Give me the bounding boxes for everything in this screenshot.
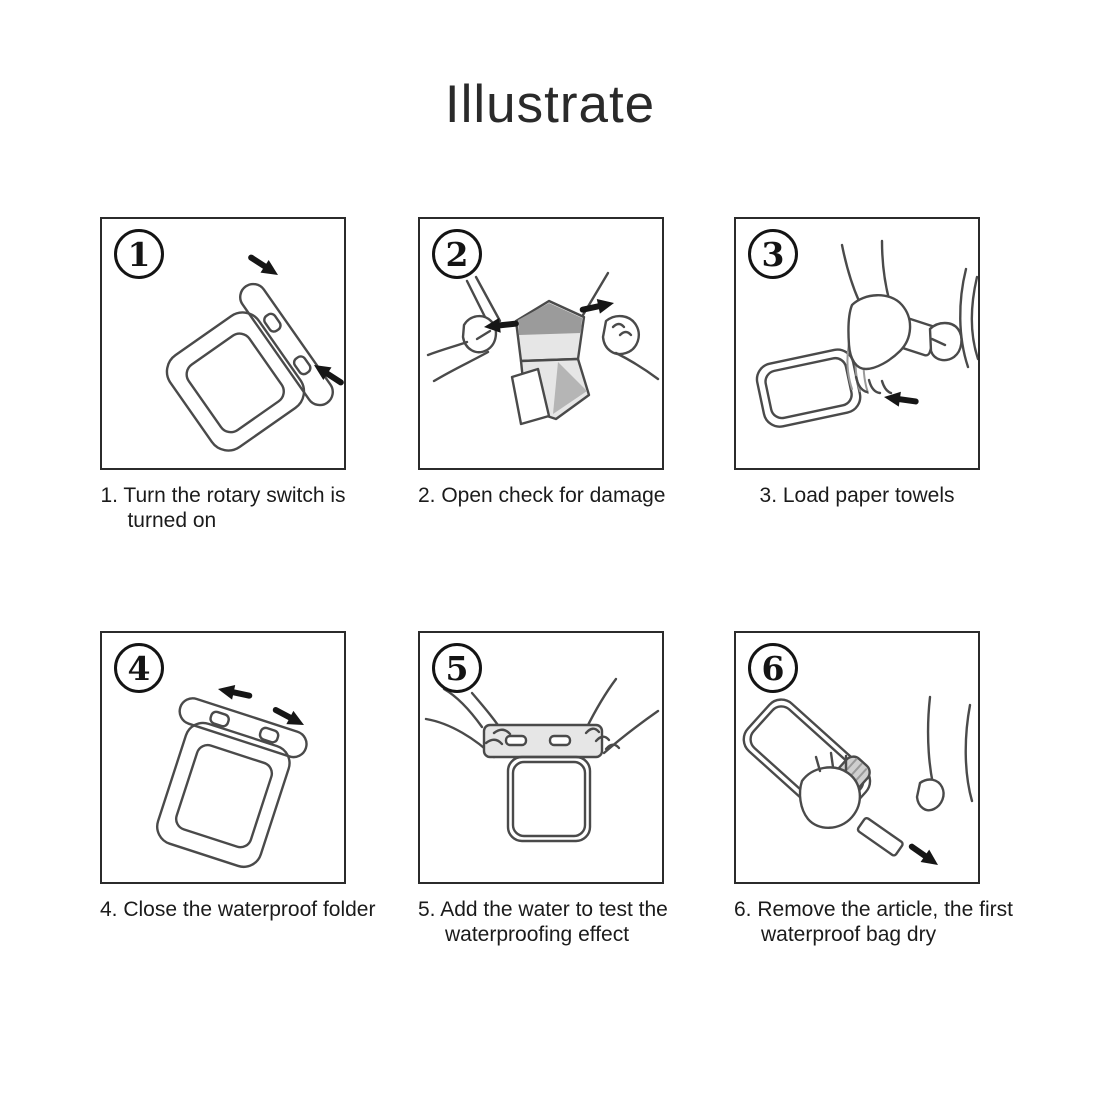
- step-number-badge: [432, 643, 482, 693]
- caption-line: 5. Add the water to test the: [418, 898, 668, 921]
- step-2-caption: [418, 483, 664, 508]
- waterproof-pouch-drawing: [139, 695, 310, 875]
- close-arrow-icon: [272, 703, 307, 731]
- step-5: [418, 631, 668, 947]
- step-number-badge: [748, 643, 798, 693]
- remove-arrow-icon: [907, 841, 942, 872]
- step-4: [100, 631, 376, 922]
- step-5-caption: [418, 897, 668, 947]
- step-number: 6: [761, 648, 785, 688]
- step-5-panel: [418, 631, 664, 884]
- gripping-hand-drawing: [800, 767, 860, 827]
- page-title: Illustrate: [444, 75, 656, 134]
- step-number: 5: [445, 648, 469, 688]
- step-number: 1: [127, 234, 151, 274]
- removed-item-drawing: [857, 817, 904, 856]
- right-hand-drawing: [917, 780, 944, 811]
- step-2-panel: [418, 217, 664, 470]
- caption-line: waterproofing effect: [445, 923, 630, 946]
- caption-line: 3. Load paper towels: [759, 484, 955, 507]
- step-1: [100, 217, 346, 533]
- caption-line: 1. Turn the rotary switch is: [100, 484, 346, 507]
- left-hand-drawing: [463, 316, 496, 352]
- step-4-panel: [100, 631, 346, 884]
- right-arm-drawing: [586, 679, 616, 729]
- step-6-caption: [734, 897, 1013, 947]
- step-number: 3: [761, 234, 785, 274]
- step-1-caption: [100, 483, 346, 533]
- pull-open-arrow-icon: [581, 296, 615, 317]
- left-arm-drawing: [842, 245, 859, 301]
- turn-arrow-icon: [247, 251, 282, 281]
- gripping-hand-drawing: [848, 295, 910, 369]
- close-arrow-icon: [216, 682, 250, 703]
- step-6-panel: [734, 631, 980, 884]
- step-3-caption: [734, 483, 980, 508]
- caption-line: 2. Open check for damage: [418, 484, 666, 507]
- bag-body-drawing: [508, 757, 590, 841]
- step-6: [734, 631, 1013, 947]
- step-1-panel: [100, 217, 346, 470]
- cord-line: [476, 277, 500, 321]
- step-number: 2: [445, 234, 469, 274]
- step-number-badge: [748, 229, 798, 279]
- caption-line: turned on: [127, 509, 217, 532]
- step-number-badge: [114, 643, 164, 693]
- sleeve-drawing: [960, 269, 968, 367]
- step-2: [418, 217, 664, 508]
- caption-line: 4. Close the waterproof folder: [100, 898, 376, 921]
- waterproof-pouch-drawing: [150, 279, 338, 468]
- step-number: 4: [127, 648, 151, 688]
- step-number-badge: [114, 229, 164, 279]
- caption-line: waterproof bag dry: [761, 923, 937, 946]
- caption-line: 6. Remove the article, the first: [734, 898, 1013, 921]
- step-3-panel: [734, 217, 980, 470]
- step-number-badge: [432, 229, 482, 279]
- step-3: [734, 217, 980, 508]
- step-4-caption: [100, 897, 376, 922]
